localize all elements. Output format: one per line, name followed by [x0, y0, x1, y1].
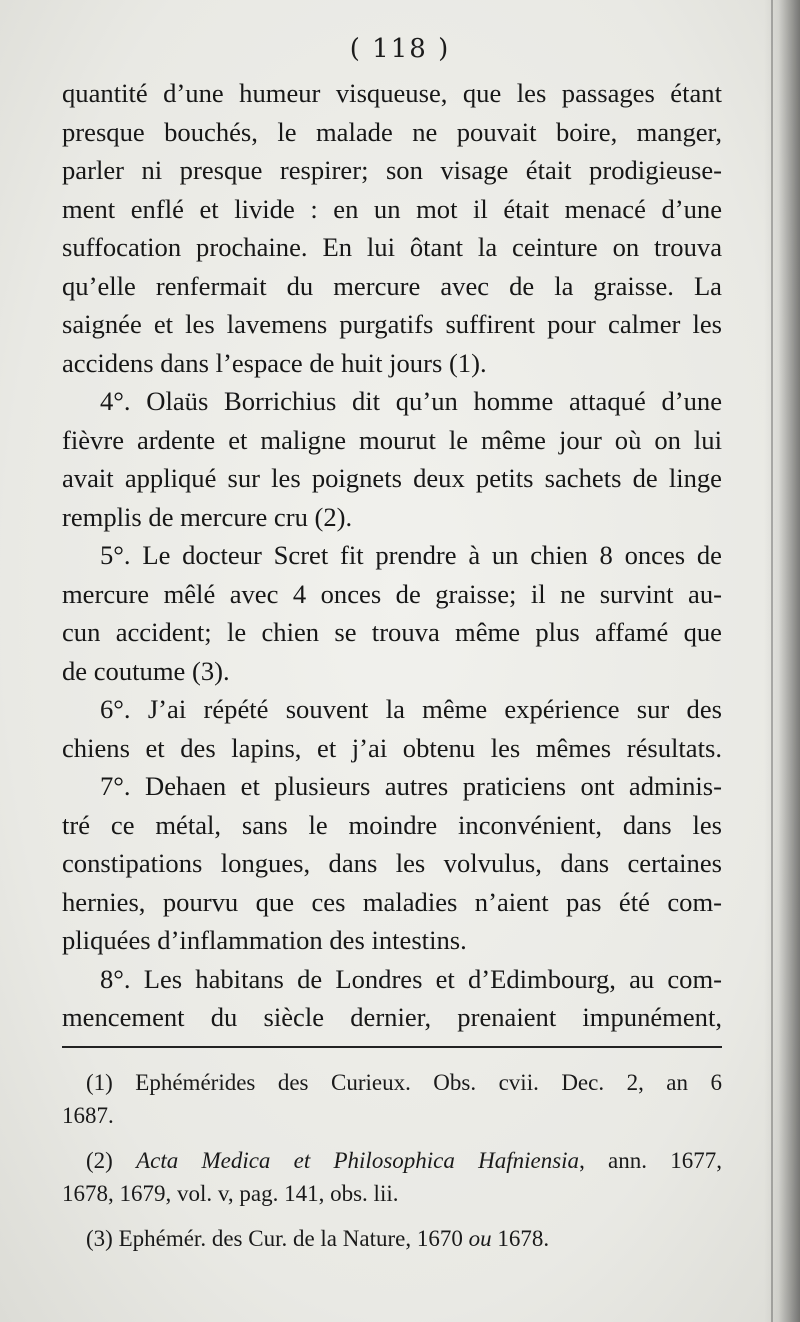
main-text	[62, 74, 722, 1037]
text-line: remplis de mercure cru (2).	[62, 501, 353, 532]
text-line: hernies, pourvu que ces maladies n’aient pas été com-	[62, 886, 722, 917]
footnote-line: 1678, 1679, vol. v, pag. 141, obs. lii.	[62, 1181, 399, 1206]
text-line: avait appliqué sur les poignets deux petits sachets de linge	[62, 463, 722, 493]
footnote-line	[62, 1222, 722, 1255]
footnote-prefix: (3) Ephémér. des Cur. de la Nature, 1670	[86, 1226, 469, 1251]
text-line: 8°. Les habitans de Londres et d’Edimbourg, au com-	[100, 963, 722, 994]
text-line: 7°. Dehaen et plusieurs autres praticiens ont adminis-	[100, 771, 722, 801]
footnote-3	[62, 1222, 722, 1255]
footnote-line: 1687.	[62, 1103, 114, 1128]
footnote-prefix: (2)	[86, 1148, 137, 1173]
text-line: tré ce métal, sans le moindre inconvénient, dans les	[62, 809, 722, 840]
footnote-suffix: 1678.	[491, 1226, 550, 1251]
text-line: ment enflé et livide : en un mot il était menacé d’une	[62, 193, 722, 224]
text-line: presque bouchés, le malade ne pouvait boire, manger,	[62, 116, 722, 147]
text-line: parler ni presque respirer; son visage était prodigieuse-	[62, 155, 722, 185]
text-line: fièvre ardente et maligne mourut le même jour où on lui	[62, 424, 722, 455]
text-line: quantité d’une humeur visqueuse, que les passages étant	[62, 78, 722, 108]
footnote-line	[62, 1144, 722, 1177]
page-number: ( 118 )	[349, 34, 451, 64]
footnote-suffix: , ann. 1677,	[579, 1148, 722, 1173]
text-line: accidens dans l’espace de huit jours (1).	[62, 347, 487, 378]
text-line: constipations longues, dans les volvulus, dans certaines	[62, 848, 722, 878]
text-line: chiens et des lapins, et j’ai obtenu les mêmes résultats.	[62, 732, 722, 763]
footnote-italic-word: ou	[468, 1226, 492, 1251]
text-line: 4°. Olaüs Borrichius dit qu’un homme attaqué d’une	[100, 386, 722, 416]
text-line: mencement du siècle dernier, prenaient impunément,	[62, 1002, 722, 1032]
text-line: suffocation prochaine. En lui ôtant la ceinture on trouva	[62, 232, 722, 262]
text-line: saignée et les lavemens purgatifs suffirent pour calmer les	[62, 309, 722, 339]
footnote-divider	[62, 1046, 722, 1048]
text-line: 6°. J’ai répété souvent la même expérience sur des	[100, 694, 722, 724]
text-line: pliquées d’inflammation des intestins.	[62, 925, 467, 955]
text-line: de coutume (3).	[62, 655, 230, 686]
footnote-1	[62, 1066, 722, 1132]
footnote-title-italic: Acta Medica et Philosophica Hafniensia	[136, 1148, 580, 1173]
text-line: cun accident; le chien se trouva même plus affamé que	[62, 617, 722, 647]
page-edge-shadow	[764, 0, 800, 1322]
footnote-2	[62, 1144, 722, 1210]
footnotes	[62, 1066, 722, 1267]
text-line: 5°. Le docteur Scret fit prendre à un chien 8 onces de	[100, 540, 722, 570]
text-line: qu’elle renfermait du mercure avec de la graisse. La	[62, 270, 722, 301]
footnote-line: (1) Ephémérides des Curieux. Obs. cvii. Dec. 2, an 6	[86, 1070, 722, 1095]
text-line: mercure mêlé avec 4 onces de graisse; il ne survint au-	[62, 578, 722, 609]
